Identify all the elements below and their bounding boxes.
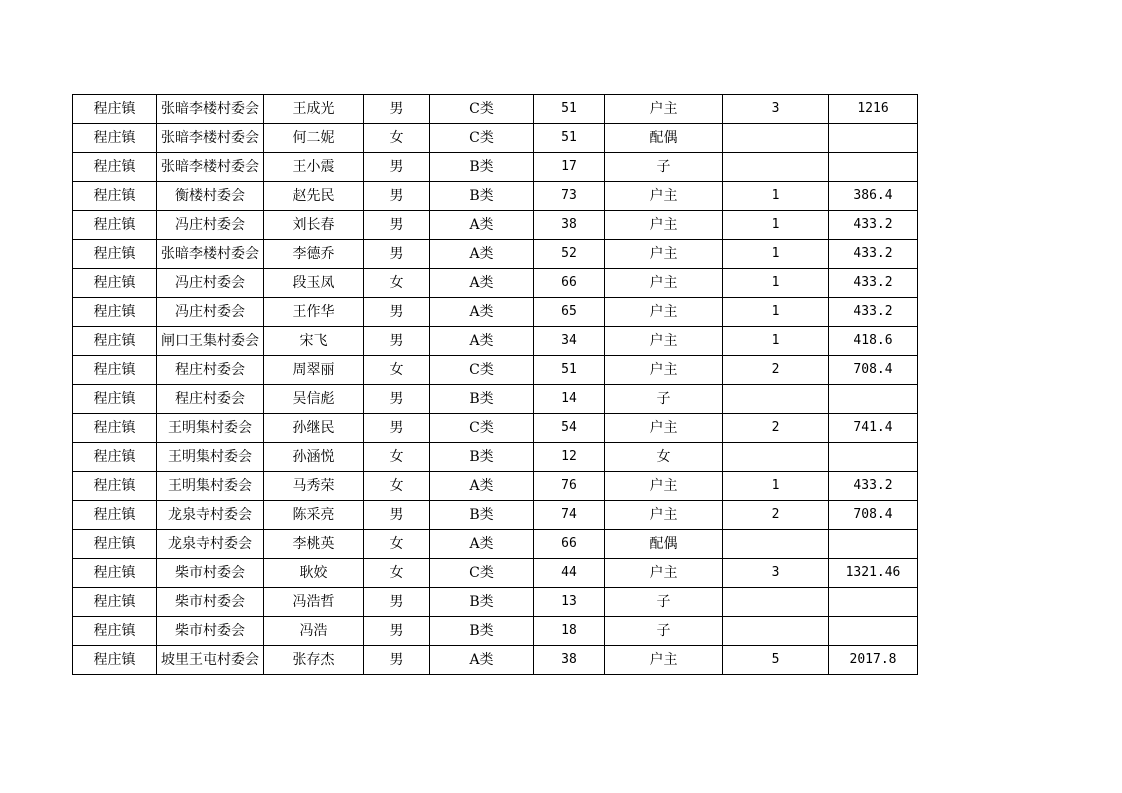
age-cell: 51 [534,356,605,385]
relation-cell: 户主 [605,240,723,269]
table-row [73,414,918,443]
count-cell: 2 [723,414,829,443]
amount-cell: 433.2 [829,211,918,240]
name-cell: 李桃英 [264,530,364,559]
gender-cell: 男 [364,240,430,269]
name-cell: 王成光 [264,95,364,124]
town-cell: 程庄镇 [73,240,157,269]
table-row [73,327,918,356]
category-cell: B类 [430,443,534,472]
gender-cell: 男 [364,95,430,124]
amount-cell: 433.2 [829,298,918,327]
town-cell: 程庄镇 [73,443,157,472]
count-cell: 1 [723,240,829,269]
village-cell: 王明集村委会 [157,443,264,472]
relation-cell: 户主 [605,298,723,327]
age-cell: 76 [534,472,605,501]
relation-cell: 子 [605,153,723,182]
town-cell: 程庄镇 [73,356,157,385]
name-cell: 马秀荣 [264,472,364,501]
amount-cell [829,124,918,153]
name-cell: 何二妮 [264,124,364,153]
relation-cell: 户主 [605,501,723,530]
relation-cell: 户主 [605,559,723,588]
town-cell: 程庄镇 [73,211,157,240]
name-cell: 孙涵悦 [264,443,364,472]
village-cell: 坡里王屯村委会 [157,646,264,675]
name-cell: 李德乔 [264,240,364,269]
town-cell: 程庄镇 [73,385,157,414]
table-row [73,269,918,298]
village-cell: 柴市村委会 [157,588,264,617]
name-cell: 吴信彪 [264,385,364,414]
gender-cell: 女 [364,559,430,588]
village-cell: 程庄村委会 [157,356,264,385]
name-cell: 冯浩 [264,617,364,646]
gender-cell: 女 [364,269,430,298]
relation-cell: 户主 [605,472,723,501]
amount-cell: 708.4 [829,356,918,385]
relation-cell: 户主 [605,95,723,124]
name-cell: 段玉凤 [264,269,364,298]
town-cell: 程庄镇 [73,298,157,327]
age-cell: 66 [534,269,605,298]
name-cell: 孙继民 [264,414,364,443]
table-body [73,95,918,675]
amount-cell: 433.2 [829,269,918,298]
table-row [73,240,918,269]
gender-cell: 男 [364,182,430,211]
name-cell: 陈采亮 [264,501,364,530]
name-cell: 耿姣 [264,559,364,588]
table-row [73,501,918,530]
name-cell: 冯浩哲 [264,588,364,617]
village-cell: 冯庄村委会 [157,298,264,327]
category-cell: B类 [430,617,534,646]
village-cell: 冯庄村委会 [157,211,264,240]
table-row [73,617,918,646]
table-row [73,588,918,617]
name-cell: 周翠丽 [264,356,364,385]
age-cell: 66 [534,530,605,559]
count-cell: 2 [723,501,829,530]
age-cell: 12 [534,443,605,472]
gender-cell: 男 [364,211,430,240]
name-cell: 王作华 [264,298,364,327]
relation-cell: 户主 [605,327,723,356]
table-row [73,646,918,675]
category-cell: C类 [430,356,534,385]
gender-cell: 男 [364,588,430,617]
amount-cell [829,588,918,617]
amount-cell [829,617,918,646]
relation-cell: 配偶 [605,124,723,153]
amount-cell: 433.2 [829,472,918,501]
table-row [73,385,918,414]
town-cell: 程庄镇 [73,182,157,211]
village-cell: 张暗李楼村委会 [157,124,264,153]
gender-cell: 男 [364,617,430,646]
village-cell: 龙泉寺村委会 [157,530,264,559]
village-cell: 王明集村委会 [157,472,264,501]
category-cell: A类 [430,240,534,269]
table-row [73,153,918,182]
count-cell: 1 [723,211,829,240]
village-cell: 张暗李楼村委会 [157,153,264,182]
count-cell [723,443,829,472]
table-row [73,443,918,472]
gender-cell: 女 [364,472,430,501]
count-cell: 5 [723,646,829,675]
count-cell: 2 [723,356,829,385]
relation-cell: 户主 [605,182,723,211]
village-cell: 张暗李楼村委会 [157,95,264,124]
village-cell: 王明集村委会 [157,414,264,443]
category-cell: A类 [430,530,534,559]
category-cell: B类 [430,588,534,617]
category-cell: A类 [430,269,534,298]
table-row [73,559,918,588]
age-cell: 51 [534,124,605,153]
age-cell: 34 [534,327,605,356]
age-cell: 73 [534,182,605,211]
gender-cell: 女 [364,356,430,385]
count-cell [723,530,829,559]
town-cell: 程庄镇 [73,95,157,124]
age-cell: 38 [534,211,605,240]
relation-cell: 户主 [605,356,723,385]
count-cell [723,385,829,414]
relation-cell: 户主 [605,646,723,675]
table-row [73,182,918,211]
town-cell: 程庄镇 [73,530,157,559]
count-cell: 3 [723,95,829,124]
village-cell: 程庄村委会 [157,385,264,414]
village-cell: 龙泉寺村委会 [157,501,264,530]
category-cell: B类 [430,182,534,211]
town-cell: 程庄镇 [73,617,157,646]
relation-cell: 配偶 [605,530,723,559]
age-cell: 51 [534,95,605,124]
data-table [72,94,918,675]
table-row [73,472,918,501]
town-cell: 程庄镇 [73,414,157,443]
category-cell: A类 [430,211,534,240]
table-row [73,356,918,385]
gender-cell: 男 [364,501,430,530]
amount-cell [829,530,918,559]
count-cell: 1 [723,327,829,356]
relation-cell: 户主 [605,414,723,443]
amount-cell: 1321.46 [829,559,918,588]
amount-cell: 741.4 [829,414,918,443]
category-cell: B类 [430,385,534,414]
gender-cell: 男 [364,327,430,356]
age-cell: 52 [534,240,605,269]
amount-cell: 2017.8 [829,646,918,675]
age-cell: 13 [534,588,605,617]
amount-cell: 433.2 [829,240,918,269]
category-cell: C类 [430,95,534,124]
count-cell [723,588,829,617]
amount-cell [829,443,918,472]
category-cell: A类 [430,472,534,501]
age-cell: 38 [534,646,605,675]
village-cell: 闸口王集村委会 [157,327,264,356]
amount-cell: 1216 [829,95,918,124]
table-row [73,530,918,559]
table-row [73,298,918,327]
amount-cell [829,385,918,414]
age-cell: 65 [534,298,605,327]
town-cell: 程庄镇 [73,501,157,530]
town-cell: 程庄镇 [73,153,157,182]
category-cell: B类 [430,501,534,530]
amount-cell [829,153,918,182]
age-cell: 18 [534,617,605,646]
category-cell: A类 [430,646,534,675]
age-cell: 74 [534,501,605,530]
category-cell: A类 [430,327,534,356]
count-cell: 1 [723,269,829,298]
category-cell: C类 [430,414,534,443]
name-cell: 刘长春 [264,211,364,240]
town-cell: 程庄镇 [73,124,157,153]
name-cell: 赵先民 [264,182,364,211]
gender-cell: 男 [364,298,430,327]
count-cell [723,153,829,182]
category-cell: B类 [430,153,534,182]
town-cell: 程庄镇 [73,327,157,356]
village-cell: 柴市村委会 [157,617,264,646]
gender-cell: 男 [364,646,430,675]
table-row [73,211,918,240]
gender-cell: 女 [364,530,430,559]
town-cell: 程庄镇 [73,559,157,588]
count-cell [723,617,829,646]
count-cell: 1 [723,182,829,211]
village-cell: 张暗李楼村委会 [157,240,264,269]
age-cell: 54 [534,414,605,443]
gender-cell: 男 [364,414,430,443]
category-cell: C类 [430,559,534,588]
count-cell: 1 [723,298,829,327]
name-cell: 张存杰 [264,646,364,675]
town-cell: 程庄镇 [73,646,157,675]
town-cell: 程庄镇 [73,588,157,617]
count-cell [723,124,829,153]
age-cell: 14 [534,385,605,414]
relation-cell: 子 [605,617,723,646]
category-cell: C类 [430,124,534,153]
age-cell: 17 [534,153,605,182]
name-cell: 王小震 [264,153,364,182]
table-row [73,95,918,124]
table-row [73,124,918,153]
town-cell: 程庄镇 [73,472,157,501]
village-cell: 冯庄村委会 [157,269,264,298]
village-cell: 衡楼村委会 [157,182,264,211]
village-cell: 柴市村委会 [157,559,264,588]
gender-cell: 女 [364,443,430,472]
relation-cell: 女 [605,443,723,472]
gender-cell: 女 [364,124,430,153]
age-cell: 44 [534,559,605,588]
gender-cell: 男 [364,153,430,182]
relation-cell: 户主 [605,269,723,298]
category-cell: A类 [430,298,534,327]
count-cell: 3 [723,559,829,588]
relation-cell: 户主 [605,211,723,240]
gender-cell: 男 [364,385,430,414]
amount-cell: 418.6 [829,327,918,356]
name-cell: 宋飞 [264,327,364,356]
amount-cell: 386.4 [829,182,918,211]
amount-cell: 708.4 [829,501,918,530]
relation-cell: 子 [605,588,723,617]
relation-cell: 子 [605,385,723,414]
count-cell: 1 [723,472,829,501]
town-cell: 程庄镇 [73,269,157,298]
